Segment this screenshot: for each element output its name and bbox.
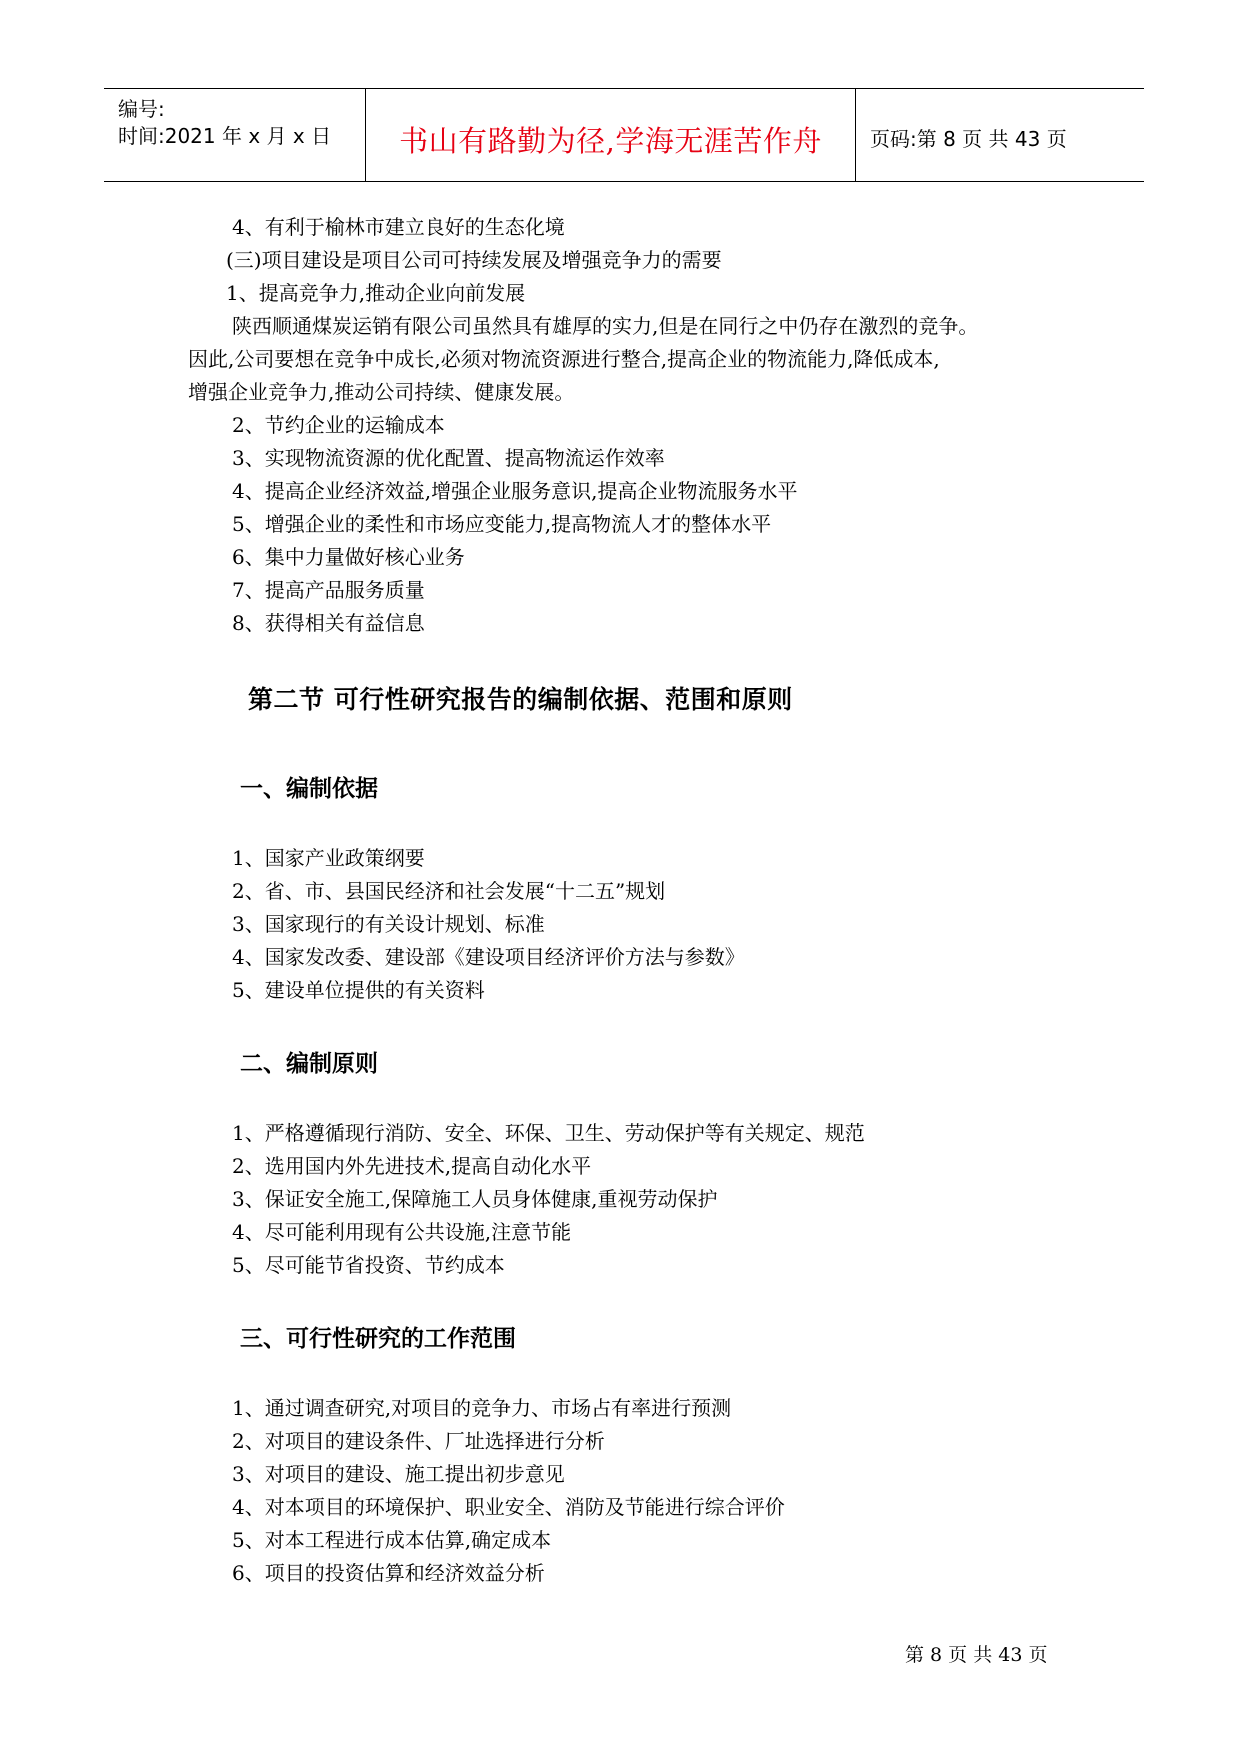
section-title: 第二节 可行性研究报告的编制依据、范围和原则 — [248, 685, 793, 714]
intro-paragraph-line: 增强企业竞争力,推动公司持续、健康发展。 — [188, 380, 575, 404]
list-item: 4、国家发改委、建设部《建设项目经济评价方法与参数》 — [232, 945, 745, 969]
list-item: 5、尽可能节省投资、节约成本 — [232, 1253, 505, 1277]
list-item: 8、获得相关有益信息 — [232, 611, 425, 635]
list-item: 2、省、市、县国民经济和社会发展“十二五”规划 — [232, 879, 666, 903]
list-item: 1、严格遵循现行消防、安全、环保、卫生、劳动保护等有关规定、规范 — [232, 1121, 865, 1145]
header-motto: 书山有路勤为径,学海无涯苦作舟 — [399, 124, 822, 158]
list-item: 2、节约企业的运输成本 — [232, 413, 445, 437]
list-item: 6、集中力量做好核心业务 — [232, 545, 465, 569]
list-item: 3、国家现行的有关设计规划、标准 — [232, 912, 545, 936]
header-table — [104, 88, 1144, 182]
list-item: 1、国家产业政策纲要 — [232, 846, 425, 870]
page-footer: 第 8 页 共 43 页 — [905, 1644, 1048, 1666]
header-middle-cell — [366, 89, 856, 181]
list-item: 3、对项目的建设、施工提出初步意见 — [232, 1462, 565, 1486]
intro-line: 4、有利于榆林市建立良好的生态化境 — [232, 215, 565, 239]
list-item: 5、对本工程进行成本估算,确定成本 — [232, 1528, 552, 1552]
list-item: 4、提高企业经济效益,增强企业服务意识,提高企业物流服务水平 — [232, 479, 798, 503]
intro-subheading: (三)项目建设是项目公司可持续发展及增强竞争力的需要 — [226, 248, 722, 272]
subsection-title-scope: 三、可行性研究的工作范围 — [240, 1325, 516, 1352]
header-left-cell — [104, 89, 366, 181]
list-item: 2、对项目的建设条件、厂址选择进行分析 — [232, 1429, 605, 1453]
document-time-label: 时间:2021 年 x 月 x 日 — [118, 124, 332, 148]
list-item: 2、选用国内外先进技术,提高自动化水平 — [232, 1154, 592, 1178]
list-item: 5、增强企业的柔性和市场应变能力,提高物流人才的整体水平 — [232, 512, 772, 536]
document-number-label: 编号: — [118, 97, 165, 121]
subsection-title-basis: 一、编制依据 — [240, 775, 378, 802]
subsection-title-principles: 二、编制原则 — [240, 1050, 378, 1077]
list-item: 7、提高产品服务质量 — [232, 578, 425, 602]
list-item: 3、实现物流资源的优化配置、提高物流运作效率 — [232, 446, 665, 470]
intro-paragraph-line: 因此,公司要想在竞争中成长,必须对物流资源进行整合,提高企业的物流能力,降低成本, — [188, 347, 940, 371]
list-item: 3、保证安全施工,保障施工人员身体健康,重视劳动保护 — [232, 1187, 718, 1211]
intro-item-heading: 1、提高竞争力,推动企业向前发展 — [226, 281, 526, 305]
list-item: 4、对本项目的环境保护、职业安全、消防及节能进行综合评价 — [232, 1495, 785, 1519]
list-item: 1、通过调查研究,对项目的竞争力、市场占有率进行预测 — [232, 1396, 732, 1420]
header-page-label: 页码:第 8 页 共 43 页 — [870, 127, 1067, 151]
list-item: 5、建设单位提供的有关资料 — [232, 978, 485, 1002]
list-item: 4、尽可能利用现有公共设施,注意节能 — [232, 1220, 572, 1244]
header-right-cell — [856, 89, 1144, 181]
list-item: 6、项目的投资估算和经济效益分析 — [232, 1561, 545, 1585]
intro-paragraph-line: 陕西顺通煤炭运销有限公司虽然具有雄厚的实力,但是在同行之中仍存在激烈的竞争。 — [232, 314, 979, 338]
